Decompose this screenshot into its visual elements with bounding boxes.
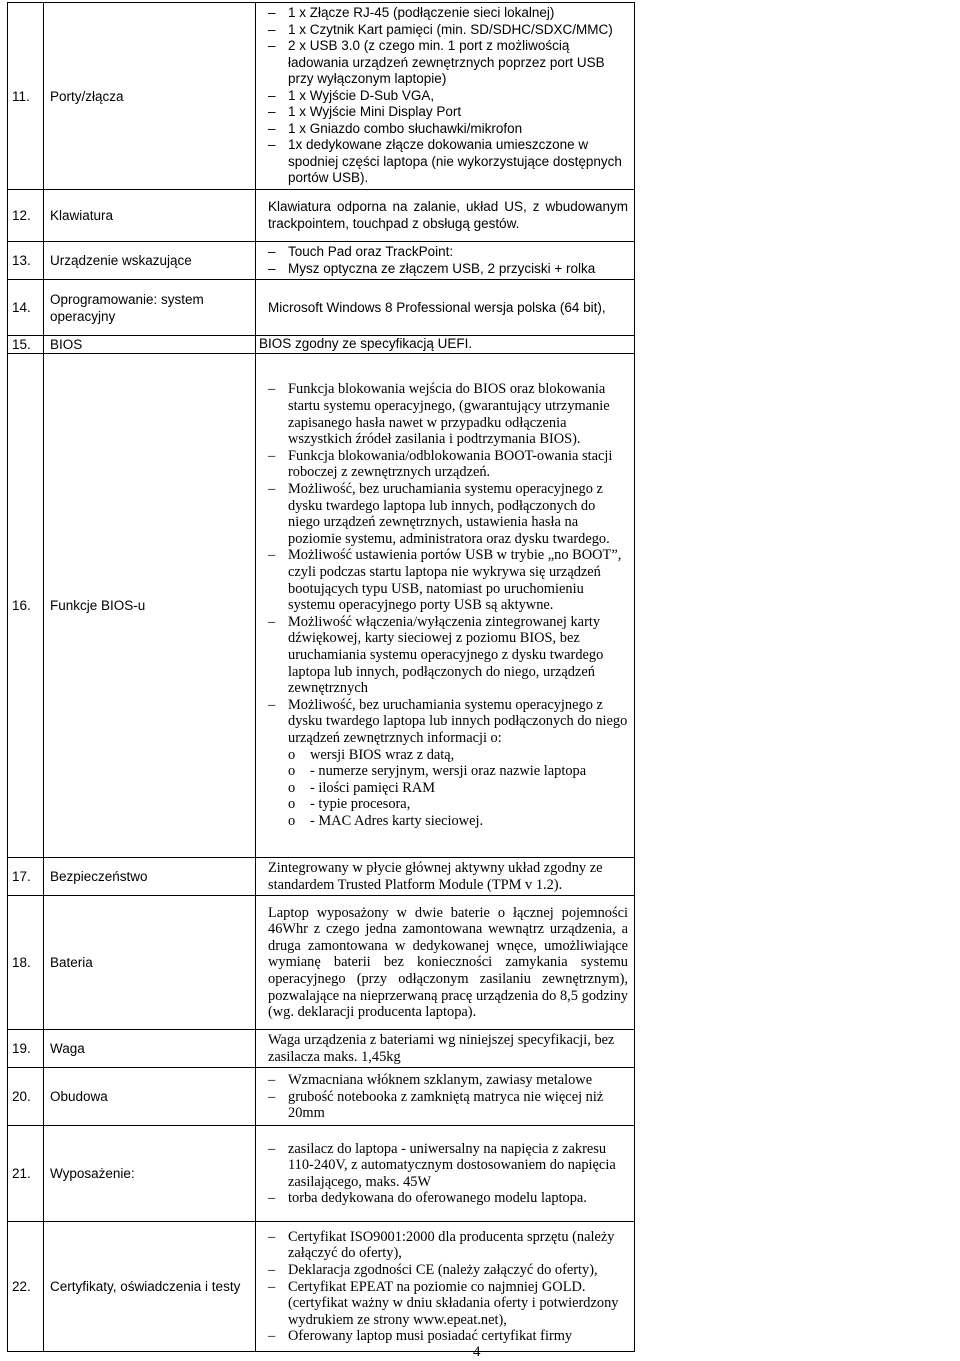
list-item: – 1 x Czytnik Kart pamięci (min. SD/SDHC/SDXC/MMC) — [268, 21, 613, 37]
spec-row-chassis — [8, 1068, 635, 1126]
dash-bullet: – — [268, 120, 276, 136]
spec-row-battery — [8, 896, 635, 1030]
row-label: Wyposażenie: — [44, 1126, 256, 1222]
spec-row-security — [8, 858, 635, 896]
dash-bullet: – — [268, 38, 276, 54]
sublist-item: o - ilości pamięci RAM — [288, 779, 436, 796]
list-item: – Certyfikat ISO9001:2000 dla producenta sprzętu (należy załączyć do oferty), — [268, 1228, 615, 1262]
list-item: – Wzmacniana włóknem szklanym, zawiasy metalowe — [268, 1071, 593, 1088]
list-item: – 1x dedykowane złącze dokowania umieszczone w spodniej części laptopa (nie wykorzystujące dostępnych portów USB). — [268, 137, 622, 186]
list-item: – Możliwość, bez uruchamiania systemu operacyjnego z dysku twardego laptopa lub innych, podłączonych do niego urządzeń zewnętrznych, ustawienia hasła na poziomie systemu, administratora oraz dysku twardego. — [268, 481, 610, 547]
equipment-list — [268, 1141, 628, 1207]
pointing-list — [268, 244, 628, 277]
list-item: – 1 x Gniazdo combo słuchawki/mikrofon — [268, 120, 523, 136]
row-description — [256, 242, 635, 280]
dash-bullet: – — [268, 21, 276, 37]
list-item: – torba dedykowana do oferowanego modelu laptopa. — [268, 1190, 587, 1207]
row-number: 18. — [8, 896, 44, 1030]
row-label: Klawiatura — [44, 190, 256, 242]
row-description: Klawiatura odporna na zalanie, układ US, z wbudowanym trackpointem, touchpad z obsługą gestów. — [256, 190, 635, 242]
sublist-item: o wersji BIOS wraz z datą, — [288, 746, 455, 763]
circle-bullet: o — [288, 796, 296, 813]
chassis-list — [268, 1072, 628, 1122]
list-item: – Mysz optyczna ze złączem USB, 2 przyciski + rolka — [268, 260, 596, 276]
dash-bullet: – — [268, 1228, 276, 1245]
list-item: – Oferowany laptop musi posiadać certyfikat firmy — [268, 1328, 573, 1345]
circle-bullet: o — [288, 763, 296, 780]
dash-bullet: – — [268, 696, 276, 713]
spec-row-keyboard — [8, 190, 635, 242]
row-description — [256, 1068, 635, 1126]
spec-row-weight — [8, 1030, 635, 1068]
dash-bullet: – — [268, 613, 276, 630]
row-label: Funkcje BIOS-u — [44, 354, 256, 858]
spec-row-certificates — [8, 1222, 635, 1352]
row-description — [256, 1126, 635, 1222]
list-item: – Funkcja blokowania wejścia do BIOS oraz blokowania startu systemu operacyjnego, (gwarantujący utrzymanie zapisanego hasła nawet w przypadku odłączenia wszystkich źródeł zasilania i podtrzymania BIOS). — [268, 381, 610, 448]
dash-bullet: – — [268, 87, 276, 103]
dash-bullet: – — [268, 1278, 276, 1295]
bios-info-sublist — [268, 747, 628, 830]
dash-bullet: – — [268, 381, 276, 398]
dash-bullet: – — [268, 1328, 276, 1345]
list-item: – 1 x Wyjście D-Sub VGA, — [268, 87, 435, 103]
spec-row-equipment — [8, 1126, 635, 1222]
list-item: – Deklaracja zgodności CE (należy załączyć do oferty), — [268, 1261, 598, 1278]
list-item: – Możliwość ustawienia portów USB w trybie „no BOOT”, czyli podczas startu laptopa nie wykrywa się urządzeń bootujących typu USB, natomiast po uruchomieniu systemu operacyjnego porty USB są aktywne. — [268, 547, 622, 614]
row-number: 13. — [8, 242, 44, 280]
row-number: 21. — [8, 1126, 44, 1222]
row-number: 19. — [8, 1030, 44, 1068]
row-number: 12. — [8, 190, 44, 242]
bios-functions-list — [268, 381, 628, 746]
circle-bullet: o — [288, 779, 296, 796]
row-number: 17. — [8, 858, 44, 896]
row-number: 22. — [8, 1222, 44, 1352]
list-item: – zasilacz do laptopa - uniwersalny na napięcia z zakresu 110-240V, z automatycznym dostosowaniem do napięcia zasilającego, maks. 45W — [268, 1140, 616, 1190]
row-number: 14. — [8, 280, 44, 336]
circle-bullet: o — [288, 812, 296, 829]
dash-bullet: – — [268, 1190, 276, 1207]
row-description: Microsoft Windows 8 Professional wersja polska (64 bit), — [256, 280, 635, 336]
list-item: – 1 x Złącze RJ-45 (podłączenie sieci lokalnej) — [268, 5, 555, 21]
spec-row-bios-functions — [8, 354, 635, 858]
sublist-item: o - typie procesora, — [288, 796, 411, 813]
row-label: Waga — [44, 1030, 256, 1068]
dash-bullet: – — [268, 104, 276, 120]
dash-bullet: – — [268, 481, 276, 498]
row-label: Porty/złącza — [44, 3, 256, 190]
row-label: Certyfikaty, oświadczenia i testy — [44, 1222, 256, 1352]
row-description: Zintegrowany w płycie głównej aktywny układ zgodny ze standardem Trusted Platform Module (TPM v 1.2). — [256, 858, 635, 896]
dash-bullet: – — [268, 447, 276, 464]
row-number: 16. — [8, 354, 44, 858]
certificates-list — [268, 1229, 628, 1345]
list-item: – Certyfikat EPEAT na poziomie co najmniej GOLD. (certyfikat ważny w dniu składania oferty i potwierdzony wydrukiem ze strony www.epeat.net), — [268, 1278, 619, 1328]
list-item: – 1 x Wyjście Mini Display Port — [268, 104, 462, 120]
dash-bullet: – — [268, 5, 276, 21]
list-item: – grubość notebooka z zamkniętą matryca nie więcej niż 20mm — [268, 1088, 604, 1122]
dash-bullet: – — [268, 1261, 276, 1278]
row-description: Laptop wyposażony w dwie baterie o łącznej pojemności 46Whr z czego jedna zamontowana wewnątrz urządzenia, a druga zamontowana w dedykowanej wnęce, umożliwiające wymianę baterii bez konieczności zamykania systemu operacyjnego (przy odłączonym zasilaniu zewnętrznym), pozwalające na nieprzerwaną pracę urządzenia do 8,5 godziny (wg. deklaracji producenta laptopa). — [256, 896, 635, 1030]
row-label: Obudowa — [44, 1068, 256, 1126]
list-item: – Touch Pad oraz TrackPoint: — [268, 244, 454, 259]
spec-row-ports — [8, 3, 635, 190]
dash-bullet: – — [268, 260, 276, 276]
dash-bullet: – — [268, 244, 276, 259]
spec-row-pointing-device — [8, 242, 635, 280]
dash-bullet: – — [268, 547, 276, 564]
list-item: – 2 x USB 3.0 (z czego min. 1 port z możliwością ładowania urządzeń zewnętrznych poprzez port USB przy wyłączonym laptopie) — [268, 38, 605, 87]
row-label: Urządzenie wskazujące — [44, 242, 256, 280]
row-number: 20. — [8, 1068, 44, 1126]
row-description: Waga urządzenia z bateriami wg niniejszej specyfikacji, bez zasilacza maks. 1,45kg — [256, 1030, 635, 1068]
ports-list — [268, 5, 628, 187]
specification-table — [7, 2, 635, 1352]
dash-bullet: – — [268, 1088, 276, 1105]
spec-row-bios — [8, 336, 635, 354]
row-label: Bezpieczeństwo — [44, 858, 256, 896]
list-item: – Możliwość włączenia/wyłączenia zintegrowanej karty dźwiękowej, karty sieciowej z poziomu BIOS, bez uruchamiania systemu operacyjnego z dysku twardego laptopa lub innych, podłączonych do niego, urządzeń zewnętrznych — [268, 613, 604, 697]
page-number: 4 — [473, 1344, 481, 1360]
dash-bullet: – — [268, 137, 276, 153]
spec-row-os — [8, 280, 635, 336]
dash-bullet: – — [268, 1140, 276, 1157]
sublist-item: o - numerze seryjnym, wersji oraz nazwie laptopa — [288, 763, 587, 780]
sublist-item: o - MAC Adres karty sieciowej. — [288, 812, 484, 829]
list-item: – Możliwość, bez uruchamiania systemu operacyjnego z dysku twardego laptopa lub innych podłączonych do niego urządzeń zewnętrznych informacji o: — [268, 696, 628, 746]
row-label: Oprogramowanie: system operacyjny — [44, 280, 256, 336]
circle-bullet: o — [288, 746, 296, 763]
dash-bullet: – — [268, 1071, 276, 1088]
list-item: – Funkcja blokowania/odblokowania BOOT-owania stacji roboczej z zewnętrznych urządzeń. — [268, 447, 613, 481]
row-label: BIOS — [44, 336, 256, 354]
row-label: Bateria — [44, 896, 256, 1030]
row-description: BIOS zgodny ze specyfikacją UEFI. — [256, 336, 635, 354]
row-description — [256, 1222, 635, 1352]
row-number: 11. — [8, 3, 44, 190]
row-number: 15. — [8, 336, 44, 354]
row-description — [256, 3, 635, 190]
row-description — [256, 354, 635, 858]
